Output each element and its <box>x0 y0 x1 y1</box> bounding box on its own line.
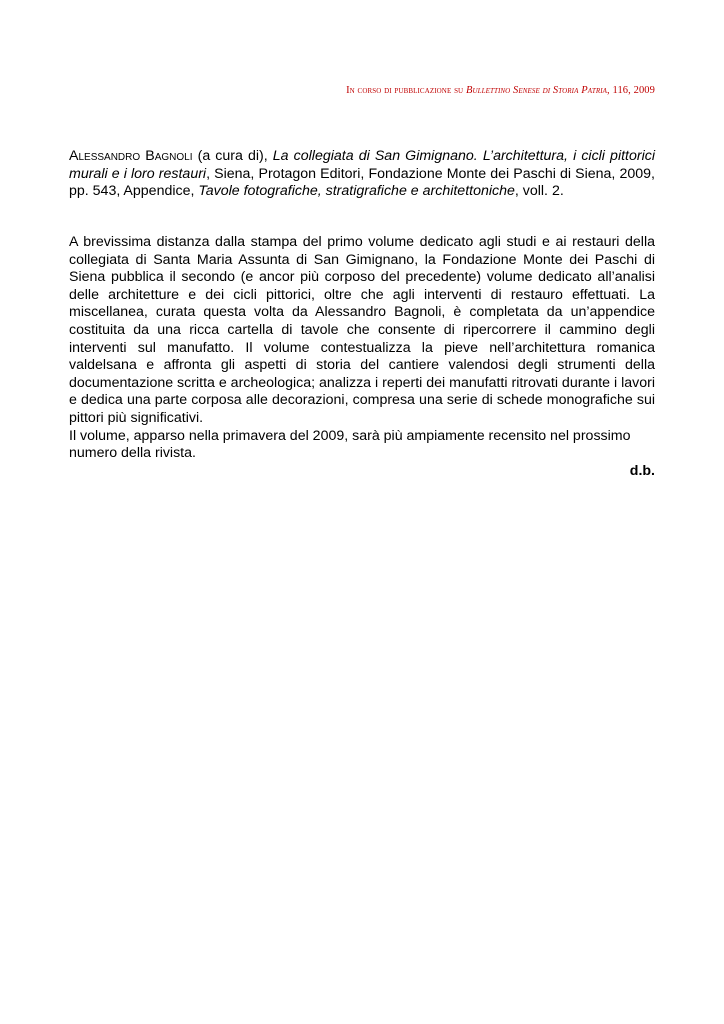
header-prefix: In corso di pubblicazione su <box>346 85 464 96</box>
running-header <box>346 85 655 96</box>
citation-appendix-title: Tavole fotografiche, stratigrafiche e architettoniche <box>198 183 515 200</box>
citation-publisher: , Siena, Protagon Editori, Fondazione Monte dei Paschi di Siena, 2009, pp. 543, Appendice, <box>69 165 655 200</box>
review-body <box>69 234 655 480</box>
citation-title: La collegiata di San Gimignano. L’architettura, i cicli pittorici murali e i loro restauri <box>69 148 655 182</box>
review-paragraph-1: A brevissima distanza dalla stampa del primo volume dedicato agli studi e ai restauri della collegiata di Santa Maria Assunta di San Gimignano, la Fondazione Monte dei Paschi di Siena pubblica il secondo (e ancor più corposo del precedente) volume dedicato all’analisi delle architetture e dei cicli pittorici, oltre che agli interventi di restauro effettuati. La miscellanea, curata questa volta da Alessandro Bagnoli, è completata da un’appendice costituita da una ricca cartella di tavole che consente di ripercorrere il cammino degli interventi sul manufatto. Il volume contestualizza la pieve nell’architettura romanica valdelsana e affronta gli aspetti di storia del cantiere valendosi degli strumenti della documentazione scritta e archeologica; analizza i reperti dei manufatti ritrovati durante i lavori e dedica una parte corposa alle decorazioni, compresa una serie di schede monografiche sui pittori più significativi. <box>69 234 655 426</box>
header-journal: Bullettino Senese di Storia Patria <box>465 85 608 96</box>
document-page <box>69 0 655 1024</box>
bibliographic-citation <box>69 148 655 201</box>
citation-editor-note: (a cura di), <box>192 148 273 164</box>
header-suffix: , 116, 2009 <box>607 85 655 96</box>
review-signature: d.b. <box>629 462 655 479</box>
citation-author: Alessandro Bagnoli <box>69 148 193 164</box>
review-paragraph-2: Il volume, apparso nella primavera del 2009, sarà più ampiamente recensito nel prossimo numero della rivista. <box>69 427 631 462</box>
citation-volumes: , voll. 2. <box>514 183 564 200</box>
